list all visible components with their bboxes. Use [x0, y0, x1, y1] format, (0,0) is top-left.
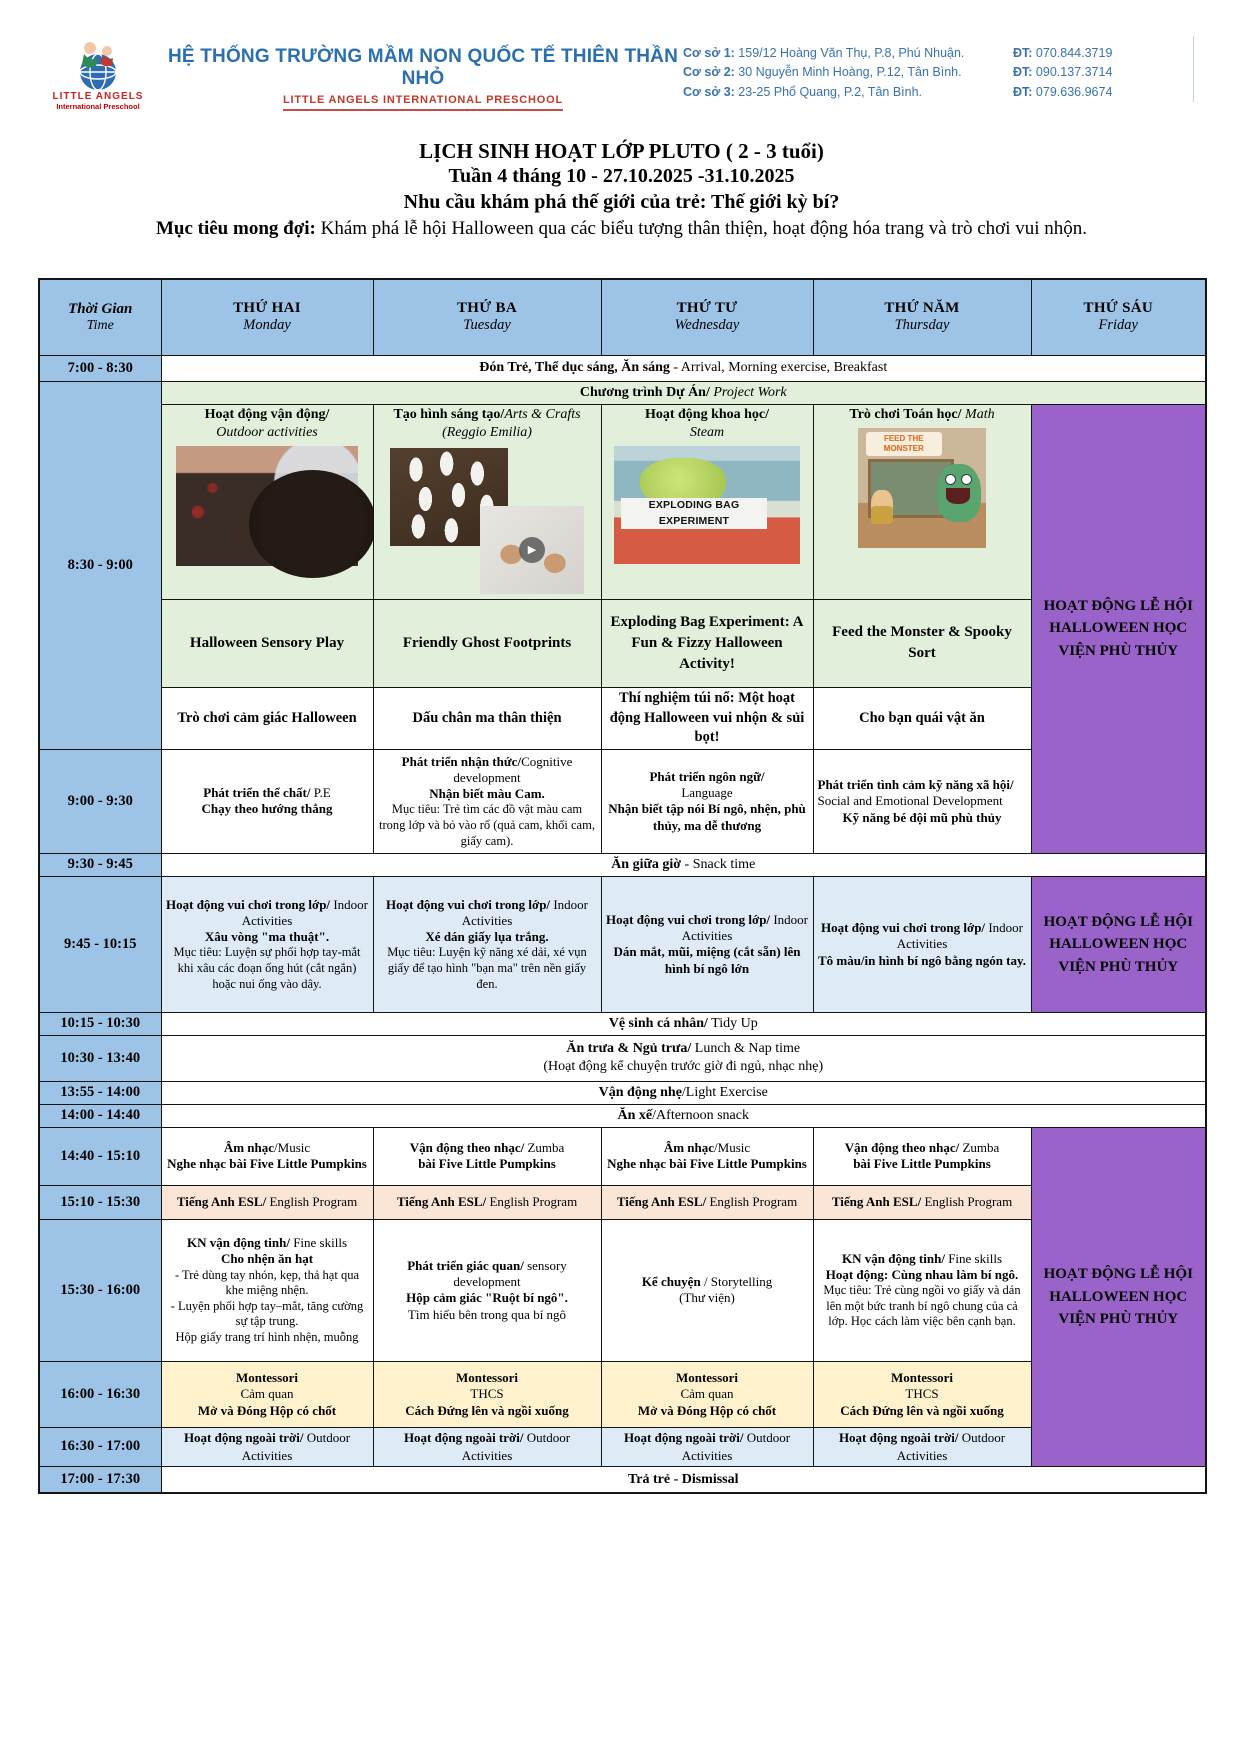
cell-outdoor-monday: Hoạt động ngoài trời/ Outdoor Activities [161, 1427, 373, 1466]
campus1-phone-label: ĐT: [1013, 46, 1033, 60]
wednesday-activity-photo [614, 446, 800, 564]
cell-title-en-tuesday: Friendly Ghost Footprints [373, 599, 601, 687]
cell-title-en-wednesday: Exploding Bag Experiment: A Fun & Fizzy Halloween Activity! [601, 599, 813, 687]
time-cell-indoor: 9:45 - 10:15 [39, 876, 161, 1012]
time-cell-esl: 15:10 - 15:30 [39, 1185, 161, 1219]
cell-music-tuesday: Vận động theo nhạc/ Zumba bài Five Little Pumpkins [373, 1127, 601, 1185]
feed-the-monster-sign: FEED THE MONSTER [866, 432, 942, 455]
cell-morning-monday: Hoạt động vận động/ Outdoor activities [161, 404, 373, 599]
row-indoor [39, 876, 1206, 1012]
time-cell-outdoor: 16:30 - 17:00 [39, 1427, 161, 1466]
cell-outdoor-wednesday: Hoạt động ngoài trời/ Outdoor Activities [601, 1427, 813, 1466]
row-morning-activities [39, 404, 1206, 599]
cell-fineskills-tuesday: Phát triển giác quan/ sensory development Hộp cảm giác "Ruột bí ngô". Tìm hiểu bên trong qua bí ngô [373, 1219, 601, 1361]
time-cell-arrival: 7:00 - 8:30 [39, 355, 161, 381]
week-subtitle: Tuần 4 tháng 10 - 27.10.2025 -31.10.2025 [448, 165, 795, 188]
cell-esl-thursday: Tiếng Anh ESL/ English Program [813, 1185, 1031, 1219]
school-logo [48, 36, 148, 128]
logo-subtitle: International Preschool [56, 101, 140, 111]
time-cell-lunch: 10:30 - 13:40 [39, 1035, 161, 1081]
cell-title-vn-thursday: Cho bạn quái vật ăn [813, 687, 1031, 749]
cell-arrival: Đón Trẻ, Thể dục sáng, Ăn sáng - Arrival, Morning exercise, Breakfast [161, 355, 1206, 381]
logo-cherubs-globe-icon [66, 36, 130, 92]
row-project-work [39, 381, 1206, 404]
cell-friday-halloween-banner-3: HOẠT ĐỘNG LỄ HỘI HALLOWEEN HỌC VIỆN PHÙ THỦY [1031, 1127, 1206, 1466]
time-cell-montessori: 16:00 - 16:30 [39, 1361, 161, 1427]
cell-indoor-thursday: Hoạt động vui chơi trong lớp/ Indoor Activities Tô màu/in hình bí ngô bằng ngón tay. [813, 876, 1031, 1012]
cell-esl-tuesday: Tiếng Anh ESL/ English Program [373, 1185, 601, 1219]
cell-outdoor-thursday: Hoạt động ngoài trời/ Outdoor Activities [813, 1427, 1031, 1466]
cell-snack-1: Ăn giữa giờ - Snack time [161, 853, 1206, 876]
theme-subtitle: Nhu cầu khám phá thế giới của trẻ: Thế giới kỳ bí? [403, 191, 840, 214]
play-icon: ▶ [519, 537, 545, 563]
tuesday-photo-group [384, 446, 590, 596]
time-cell-snack-2: 14:00 - 14:40 [39, 1104, 161, 1127]
header-divider [1193, 36, 1194, 102]
campus2-phone: 090.137.3714 [1032, 65, 1113, 80]
row-morning-titles-en [39, 599, 1206, 687]
row-arrival [39, 355, 1206, 381]
cell-dev-tuesday: Phát triển nhận thức/Cognitive development Nhận biết màu Cam. Mục tiêu: Trẻ tìm các đồ vật màu cam trong lớp và bỏ vào rổ (quả cam, khối cam, giấy cam). [373, 749, 601, 853]
campus3-phone-label: ĐT: [1013, 84, 1033, 99]
child-illustration [871, 490, 893, 524]
row-snack-1 [39, 853, 1206, 876]
cell-montessori-monday: Montessori Cảm quan Mở và Đóng Hộp có chốt [161, 1361, 373, 1427]
cell-music-wednesday: Âm nhạc/Music Nghe nhạc bài Five Little Pumpkins [601, 1127, 813, 1185]
cell-morning-tuesday: Tạo hình sáng tạo/Arts & Crafts (Reggio Emilia) ▶ [373, 404, 601, 599]
logo-wordmark: LITTLE ANGELS [52, 91, 144, 102]
cell-dev-wednesday: Phát triển ngôn ngữ/ Language Nhận biết tập nói Bí ngô, nhện, phù thủy, ma dễ thương [601, 749, 813, 853]
campus2-label: Cơ sở 2: [683, 65, 735, 80]
cell-morning-thursday: Trò chơi Toán học/ Math FEED THE MONSTER [813, 404, 1031, 599]
row-morning-titles-vn [39, 687, 1206, 749]
campus3-phone: 079.636.9674 [1032, 84, 1113, 99]
col-header-time: Thời Gian Time [39, 279, 161, 355]
monday-activity-photo [176, 446, 358, 566]
table-header-row [39, 279, 1206, 355]
time-cell-music: 14:40 - 15:10 [39, 1127, 161, 1185]
cell-dev-monday: Phát triển thể chất/ P.E Chạy theo hướng thẳng [161, 749, 373, 853]
page-header [38, 36, 1205, 128]
cell-friday-halloween-banner-1: HOẠT ĐỘNG LỄ HỘI HALLOWEEN HỌC VIỆN PHÙ THỦY [1031, 404, 1206, 853]
cell-music-monday: Âm nhạc/Music Nghe nhạc bài Five Little Pumpkins [161, 1127, 373, 1185]
school-title-block [163, 46, 683, 111]
row-tidy [39, 1012, 1206, 1035]
cell-esl-wednesday: Tiếng Anh ESL/ English Program [601, 1185, 813, 1219]
cell-indoor-tuesday: Hoạt động vui chơi trong lớp/ Indoor Activities Xé dán giấy lụa trắng. Mục tiêu: Luyện kỹ năng xé dải, xé vụn giấy để tạo hình "bạn ma" trên nền giấy đen. [373, 876, 601, 1012]
row-light-exercise [39, 1081, 1206, 1104]
row-development [39, 749, 1206, 853]
time-cell-fine-skills: 15:30 - 16:00 [39, 1219, 161, 1361]
goal-line [38, 217, 1205, 242]
contact-row-2 [683, 63, 1183, 82]
campus3-label: Cơ sở 3: [683, 84, 735, 99]
row-esl [39, 1185, 1206, 1219]
cell-project-work: Chương trình Dự Án/ Project Work [161, 381, 1206, 404]
row-music [39, 1127, 1206, 1185]
row-outdoor [39, 1427, 1206, 1466]
goal-label: Mục tiêu mong đợi: [155, 218, 316, 240]
schedule-table [38, 278, 1207, 1494]
cell-esl-monday: Tiếng Anh ESL/ English Program [161, 1185, 373, 1219]
photo-caption-banner: EXPLODING BAG EXPERIMENT [621, 498, 766, 530]
campus1-address: 159/12 Hoàng Văn Thụ, P.8, Phú Nhuận. [734, 46, 965, 60]
cell-dismissal: Trả trẻ - Dismissal [161, 1466, 1206, 1493]
cell-title-vn-tuesday: Dấu chân ma thân thiện [373, 687, 601, 749]
row-lunch [39, 1035, 1206, 1081]
contact-row-3 [683, 83, 1183, 102]
campus2-address: 30 Nguyễn Minh Hoàng, P.12, Tân Bình. [734, 65, 962, 80]
cell-music-thursday: Vận động theo nhạc/ Zumba bài Five Little Pumpkins [813, 1127, 1031, 1185]
time-cell-morning: 8:30 - 9:00 [39, 381, 161, 749]
col-header-wednesday: THỨ TƯ Wednesday [601, 279, 813, 355]
time-cell-light-exercise: 13:55 - 14:00 [39, 1081, 161, 1104]
cell-morning-wednesday: Hoạt động khoa học/ Steam EXPLODING BAG EXPERIMENT [601, 404, 813, 599]
cell-fineskills-thursday: KN vận động tinh/ Fine skills Hoạt động: Cùng nhau làm bí ngô. Mục tiêu: Trẻ cùng ngồi vo giấy và dán lên một bức tranh bí ngô chung của cả lớp. Học cách làm việc bên cạnh bạn. [813, 1219, 1031, 1361]
row-montessori [39, 1361, 1206, 1427]
campus2-phone-label: ĐT: [1013, 65, 1033, 80]
col-header-tuesday: THỨ BA Tuesday [373, 279, 601, 355]
cell-fineskills-monday: KN vận động tinh/ Fine skills Cho nhện ăn hạt - Trẻ dùng tay nhón, kẹp, thả hạt qua khe miệng nhện. - Luyện phối hợp tay–mắt, tăng cường sự tập trung. Hộp giấy trang trí hình nhện, muỗng [161, 1219, 373, 1361]
document-title-block [38, 138, 1205, 242]
cell-fineskills-wednesday: Kể chuyện / Storytelling (Thư viện) [601, 1219, 813, 1361]
thursday-activity-photo [858, 428, 986, 548]
cell-outdoor-tuesday: Hoạt động ngoài trời/ Outdoor Activities [373, 1427, 601, 1466]
col-header-monday: THỨ HAI Monday [161, 279, 373, 355]
cell-montessori-wednesday: Montessori Cảm quan Mở và Đóng Hộp có chốt [601, 1361, 813, 1427]
school-subtitle: LITTLE ANGELS INTERNATIONAL PRESCHOOL [283, 94, 563, 111]
time-cell-dismissal: 17:00 - 17:30 [39, 1466, 161, 1493]
row-dismissal [39, 1466, 1206, 1493]
campus3-address: 23-25 Phổ Quang, P.2, Tân Bình. [734, 84, 923, 99]
cell-dev-thursday: Phát triển tình cảm kỹ năng xã hội/ Social and Emotional Development Kỹ năng bé đội mũ phù thủy [813, 749, 1031, 853]
campus1-phone: 070.844.3719 [1032, 46, 1113, 60]
monster-illustration [937, 464, 981, 522]
cell-indoor-monday: Hoạt động vui chơi trong lớp/ Indoor Activities Xâu vòng "ma thuật". Mục tiêu: Luyện sự phối hợp tay-mắt khi xâu các đoạn ống hút (cắt ngắn) hoặc nui ống vào dây. [161, 876, 373, 1012]
cell-title-vn-wednesday: Thí nghiệm túi nổ: Một hoạt động Halloween vui nhộn & sủi bọt! [601, 687, 813, 749]
cell-light-exercise: Vận động nhẹ/Light Exercise [161, 1081, 1206, 1104]
cell-lunch: Ăn trưa & Ngủ trưa/ Lunch & Nap time (Hoạt động kể chuyện trước giờ đi ngủ, nhạc nhẹ) [161, 1035, 1206, 1081]
cell-title-en-monday: Halloween Sensory Play [161, 599, 373, 687]
tuesday-activity-photo-2 [480, 506, 584, 594]
row-snack-2 [39, 1104, 1206, 1127]
time-cell-snack-1: 9:30 - 9:45 [39, 853, 161, 876]
col-header-thursday: THỨ NĂM Thursday [813, 279, 1031, 355]
cell-title-vn-monday: Trò chơi cảm giác Halloween [161, 687, 373, 749]
campus1-label: Cơ sở 1: [683, 46, 735, 60]
cell-montessori-thursday: Montessori THCS Cách Đứng lên và ngồi xuống [813, 1361, 1031, 1427]
cell-snack-2: Ăn xế/Afternoon snack [161, 1104, 1206, 1127]
cell-indoor-wednesday: Hoạt động vui chơi trong lớp/ Indoor Activities Dán mắt, mũi, miệng (cắt sẵn) lên hình bí ngô lớn [601, 876, 813, 1012]
cell-title-en-thursday: Feed the Monster & Spooky Sort [813, 599, 1031, 687]
contact-block [683, 44, 1183, 102]
school-name: HỆ THỐNG TRƯỜNG MẦM NON QUỐC TẾ THIÊN THẦN NHỎ [167, 46, 679, 89]
time-cell-development: 9:00 - 9:30 [39, 749, 161, 853]
row-fine-skills [39, 1219, 1206, 1361]
contact-row-1 [683, 44, 1183, 63]
cell-friday-halloween-banner-2: HOẠT ĐỘNG LỄ HỘI HALLOWEEN HỌC VIỆN PHÙ THỦY [1031, 876, 1206, 1012]
col-header-friday: THỨ SÁU Friday [1031, 279, 1206, 355]
cell-tidy: Vệ sinh cá nhân/ Tidy Up [161, 1012, 1206, 1035]
goal-text: Khám phá lễ hội Halloween qua các biểu tượng thân thiện, hoạt động hóa trang và trò chơi vui nhộn. [315, 218, 1088, 240]
time-cell-tidy: 10:15 - 10:30 [39, 1012, 161, 1035]
cell-montessori-tuesday: Montessori THCS Cách Đứng lên và ngồi xuống [373, 1361, 601, 1427]
page-title: LỊCH SINH HOẠT LỚP PLUTO ( 2 - 3 tuổi) [419, 139, 824, 163]
